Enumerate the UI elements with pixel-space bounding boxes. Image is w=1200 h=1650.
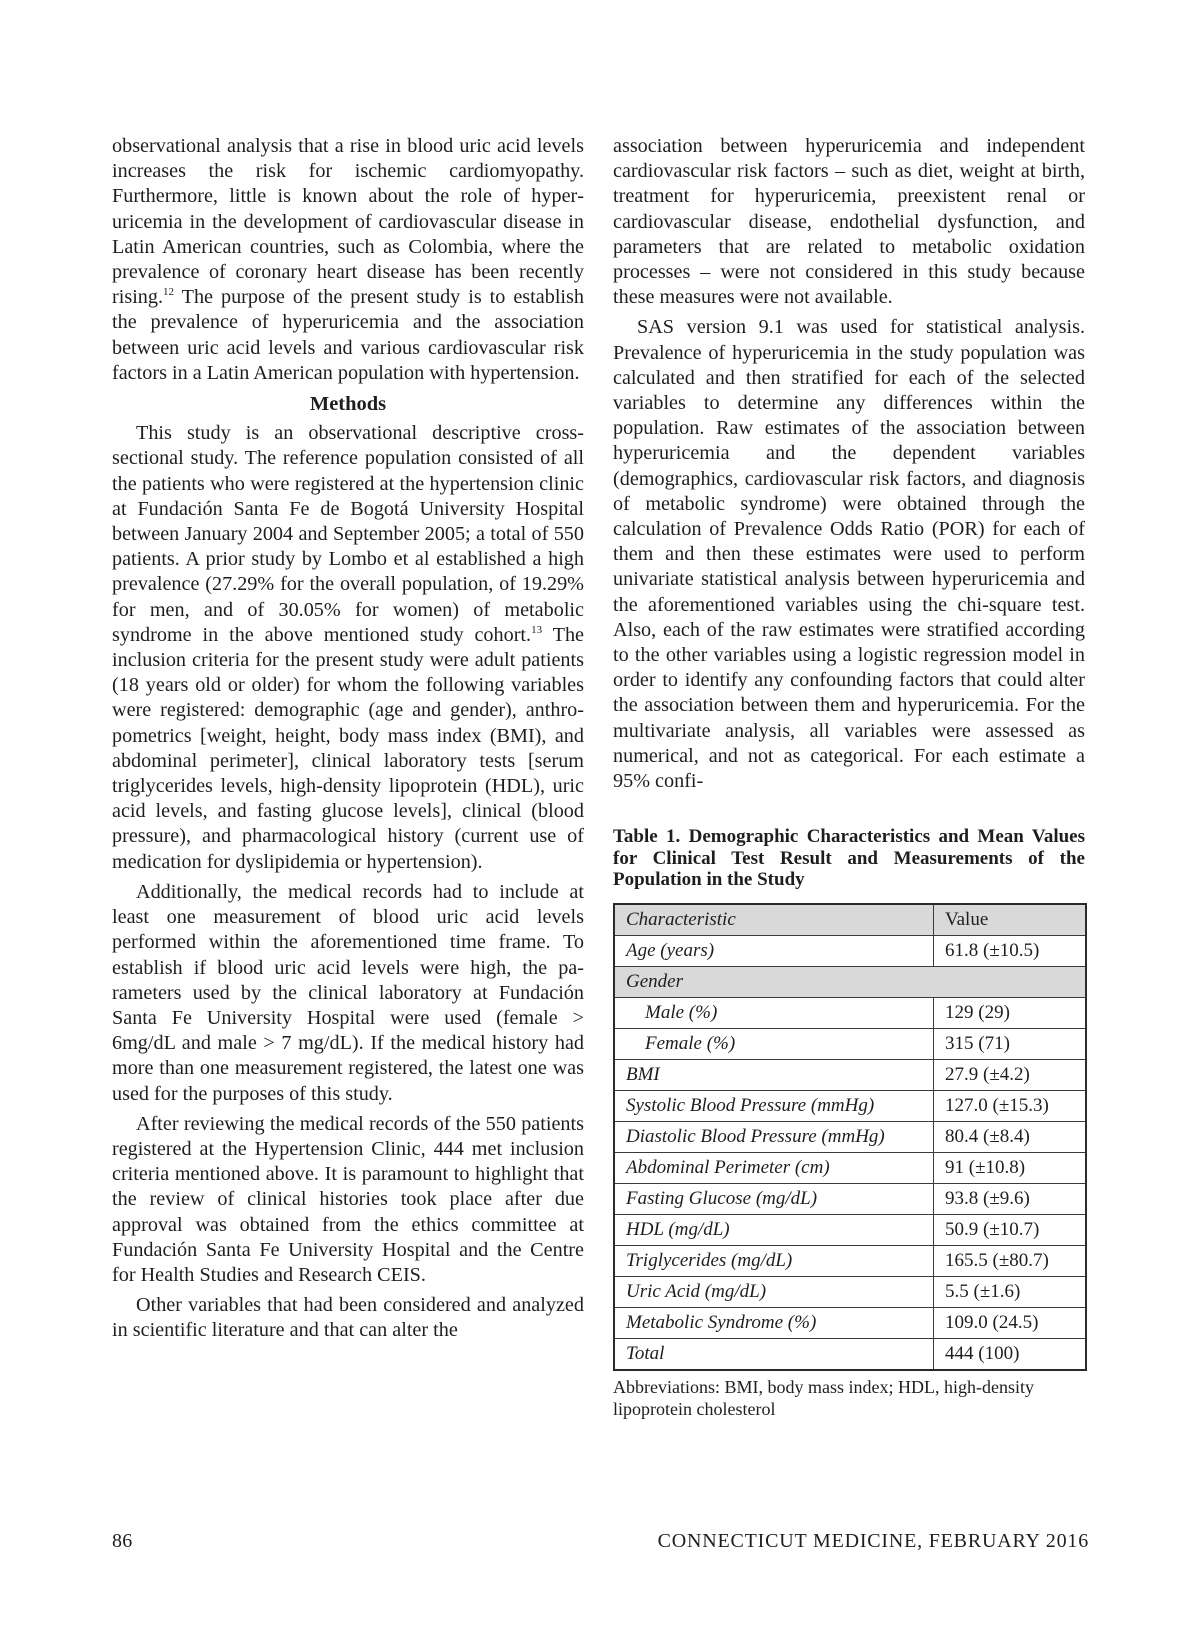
- paragraph-text: The inclusion criteria for the present study were adult patients (18 years old or older) for whom the following variables were registered: demographic (age and gender), anthropometrics [weight, height, body mass index (BMI), and abdominal perimeter], clinical laboratory tests [serum triglycerides levels, high-density lipoprotein (HDL), uric acid levels, and fasting glucose levels], clinical (blood pressure), and pharmacological history (current use of medication for dyslipidemia or hypertension).: [112, 623, 585, 873]
- paragraph: [112, 421, 584, 875]
- table-header-cell: Value: [934, 904, 1087, 936]
- paragraph-text: The purpose of the present study is to establish the prevalence of hyperuricemia and the association between uric acid levels and various cardiovascular risk factors in a Latin American population with hypertension.: [112, 286, 584, 384]
- table-row: [614, 935, 1086, 966]
- reference-superscript: 12: [163, 286, 175, 299]
- table-row: [614, 1183, 1086, 1214]
- table-cell-value: 109.0 (24.5): [934, 1307, 1087, 1338]
- table-cell-characteristic: Systolic Blood Pressure (mmHg): [614, 1090, 934, 1121]
- table-cell-value: 93.8 (±9.6): [934, 1183, 1087, 1214]
- table-row: [614, 1307, 1086, 1338]
- paragraph: Additionally, the medical records had to include at least one measurement of blood uric acid levels performed within the aforementioned time frame. To establish if blood uric acid levels were high, the parameters used by the clinical laboratory at Fundación Santa Fe University Hospital were used (female > 6mg/dL and male > 7 mg/dL). If the medical history had more than one measurement registered, the latest one was used for the purposes of this study.: [112, 880, 584, 1105]
- table-row: [614, 1059, 1086, 1090]
- table-cell-characteristic: Diastolic Blood Pressure (mmHg): [614, 1121, 934, 1152]
- table-cell-value: 50.9 (±10.7): [934, 1214, 1087, 1245]
- paragraph: association between hyperuricemia and independent cardiovascular risk factors – such as diet, weight at birth, treatment for hyperuricemia, preexistent renal or cardiovascular disease, endothelial dysfunction, and parameters that are related to metabolic oxidation processes – were not considered in this study because these measures were not available.: [613, 135, 1085, 309]
- table-row: [614, 997, 1086, 1028]
- table-caption: Table 1. Demographic Characteristics and Mean Values for Clinical Test Result and Measurements of the Population in the Study: [613, 826, 1085, 891]
- table-row: [614, 1245, 1086, 1276]
- left-column: [112, 134, 584, 1344]
- paragraph-text: observational analysis that a rise in blood uric acid levels increases the risk for ischemic cardiomyopathy. Furthermore, little is known about the role of hyperuricemia in the development of cardiovascular disease in Latin American countries, such as Colombia, where the prevalence of coronary heart disease has been recently rising.: [112, 135, 584, 309]
- table-header-row: [614, 904, 1086, 936]
- table-cell-characteristic: HDL (mg/dL): [614, 1214, 934, 1245]
- reference-superscript: 13: [531, 623, 543, 636]
- table-cell-value: 127.0 (±15.3): [934, 1090, 1087, 1121]
- paragraph: Other variables that had been considered and analyzed in scientific literature and that can alter the: [112, 1294, 584, 1342]
- right-column: [613, 134, 1085, 1420]
- table-cell-characteristic: Age (years): [614, 935, 934, 966]
- table-row: [614, 1090, 1086, 1121]
- section-heading-methods: Methods: [309, 393, 387, 416]
- table-cell-value: 27.9 (±4.2): [934, 1059, 1087, 1090]
- table-row: [614, 1028, 1086, 1059]
- paragraph: SAS version 9.1 was used for statistical analysis. Prevalence of hyperuricemia in the study population was calculated and then stratified for each of the selected variables to determine any differences within the population. Raw estimates of the association between hyperuricemia and the dependent variables (demographics, cardiovascular risk factors, and diagnosis of metabolic syndrome) were obtained through the calculation of Prevalence Odds Ratio (POR) for each of them and then these estimates were used to perform univariate statistical analysis between hyperuricemia and the aforementioned variables using the chi-square test. Also, each of the raw estimates were stratified according to the other variables using a logistic regression model in order to identify any confounding factors that could alter the association between them and hyperuricemia. For the multivariate analysis, all variables were assessed as numerical, and not as categorical. For each estimate a 95% confi-: [613, 316, 1085, 793]
- table-row-total: [614, 1338, 1086, 1370]
- table-cell-characteristic: Female (%): [614, 1028, 934, 1059]
- paragraph: After reviewing the medical records of the 550 patients registered at the Hypertension Clinic, 444 met inclusion criteria mentioned above. It is paramount to highlight that the review of clinical histories took place after due approval was obtained from the ethics committee at Fundación Santa Fe University Hospital and the Centre for Health Studies and Research CEIS.: [112, 1112, 584, 1286]
- table-cell-value: 80.4 (±8.4): [934, 1121, 1087, 1152]
- table-cell-characteristic: Triglycerides (mg/dL): [614, 1245, 934, 1276]
- paragraph: [112, 134, 584, 386]
- table-footnote: Abbreviations: BMI, body mass index; HDL, high-density lipoprotein cholesterol: [613, 1376, 1034, 1419]
- table-cell-value: 129 (29): [934, 997, 1087, 1028]
- table-cell-characteristic: Abdominal Perimeter (cm): [614, 1152, 934, 1183]
- table-cell-value: 315 (71): [934, 1028, 1087, 1059]
- table-cell-characteristic: Fasting Glucose (mg/dL): [614, 1183, 934, 1214]
- table-cell-value: 91 (±10.8): [934, 1152, 1087, 1183]
- table-cell-characteristic: Gender: [614, 966, 1086, 997]
- table-cell-characteristic: BMI: [614, 1059, 934, 1090]
- table-header-cell: Characteristic: [614, 904, 934, 936]
- demographics-table: [613, 903, 1087, 1371]
- table-cell-value: 165.5 (±80.7): [934, 1245, 1087, 1276]
- table-row: [614, 1214, 1086, 1245]
- table-row: [614, 1152, 1086, 1183]
- table-cell-characteristic: Male (%): [614, 997, 934, 1028]
- table-cell-value: 61.8 (±10.5): [934, 935, 1087, 966]
- table-row-group: [614, 966, 1086, 997]
- table-row: [614, 1121, 1086, 1152]
- table-row: [614, 1276, 1086, 1307]
- paragraph-text: This study is an observational descriptive cross-sectional study. The reference population consisted of all the patients who were registered at the hypertension clinic at Fundación Santa Fe de Bogotá University Hospital between January 2004 and September 2005; a total of 550 patients. A prior study by Lombo et al established a high prevalence (27.29% for the overall population, of 19.29% for men, and of 30.05% for women) of metabolic syndrome in the above mentioned study cohort.: [112, 422, 584, 646]
- page-number: 86: [112, 1530, 133, 1552]
- table-cell-value: 444 (100): [934, 1338, 1087, 1370]
- running-footer: CONNECTICUT MEDICINE, FEBRUARY 2016: [657, 1530, 1089, 1552]
- table-cell-characteristic: Uric Acid (mg/dL): [614, 1276, 934, 1307]
- table-cell-characteristic: Metabolic Syndrome (%): [614, 1307, 934, 1338]
- table-cell-value: 5.5 (±1.6): [934, 1276, 1087, 1307]
- table-cell-characteristic: Total: [614, 1338, 934, 1370]
